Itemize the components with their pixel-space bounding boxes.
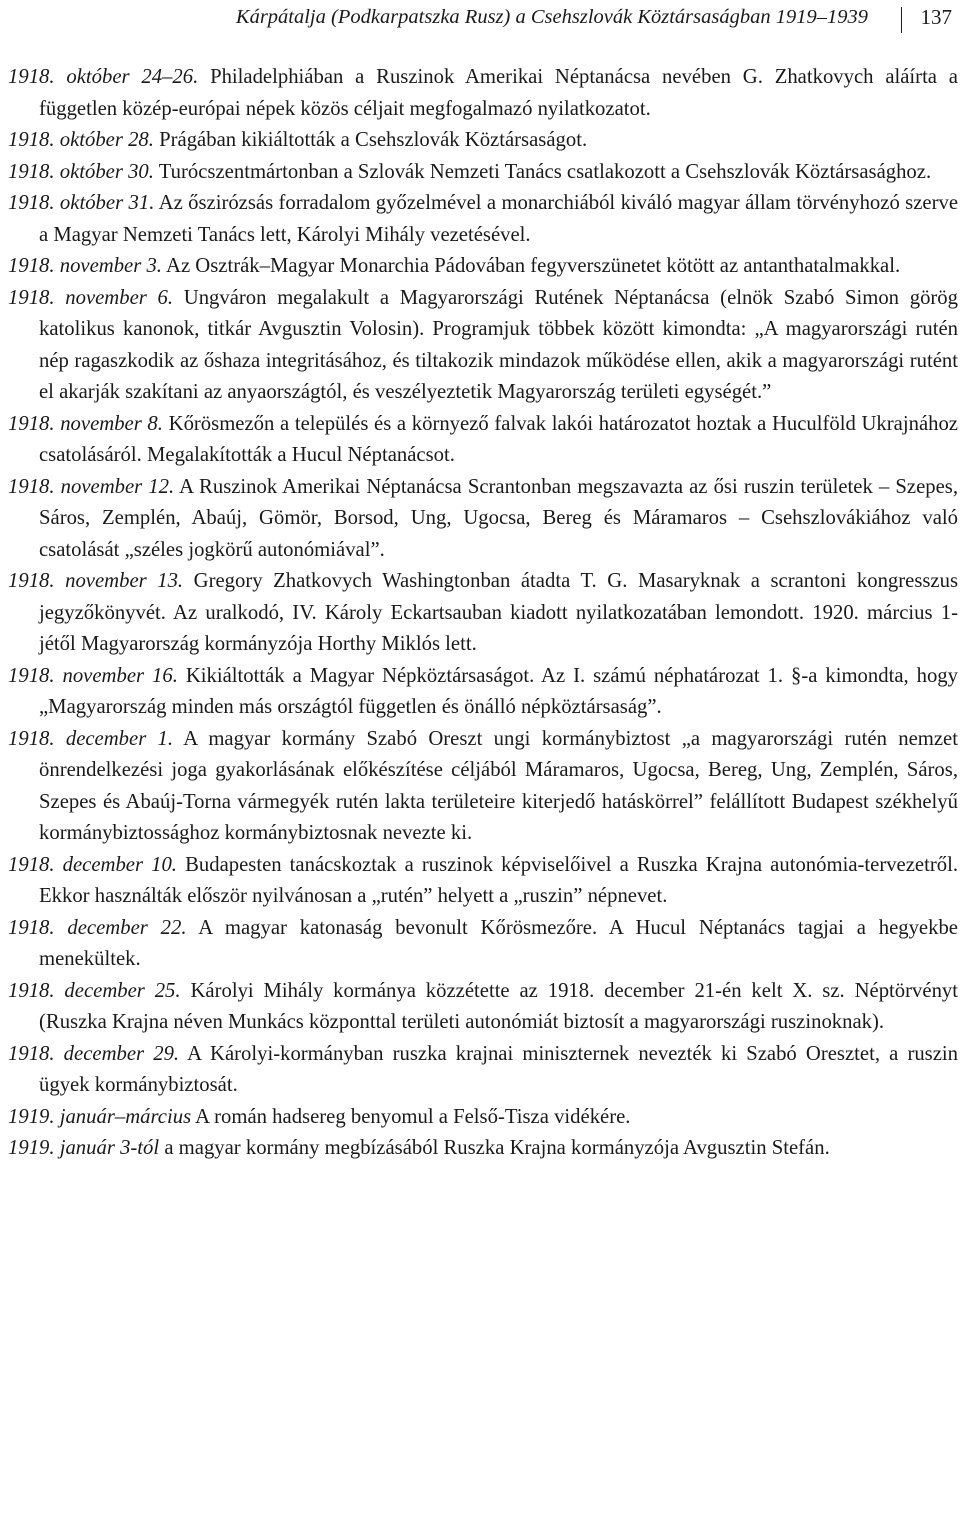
chronology-entry [8, 566, 959, 661]
chronology-entry [8, 1133, 958, 1165]
entry-text: A román hadsereg benyomul a Felső-Tisza vidékére. [195, 1105, 631, 1128]
entry-date: 1918. október 28. [8, 129, 154, 151]
entry-text: A magyar katonaság bevonult Kőrösmezőre. A Hucul Néptanács tagjai a hegyekbe menekültek. [39, 916, 958, 970]
chronology-entry [8, 913, 958, 976]
chronology-entry [8, 125, 958, 157]
chronology-entry [8, 157, 958, 189]
chronology-entry [8, 283, 958, 409]
entry-text: Philadelphiában a Ruszinok Amerikai Néptanácsa nevében G. Zhatkovych aláírta a független közép-európai népek közös céljait megfogalmazó nyilatkozatot. [39, 66, 958, 120]
entry-date: 1918. október 30. [8, 160, 154, 183]
entry-text: Gregory Zhatkovych Washingtonban átadta T. G. Masaryknak a scrantoni kongresszus jegyzőkönyvét. Az uralkodó, IV. Károly Eckartsauban kiadott nyilatkozatában lemondott. 1920. március 1-jétől Magyarország kormányzója Horthy Miklós lett. [39, 570, 959, 655]
chronology-entry [8, 62, 958, 125]
entry-date: 1918. december 25. [8, 979, 181, 1002]
entry-text: A magyar kormány Szabó Oreszt ungi kormánybiztost „a magyarországi rutén nemzet önrendelkezési joga gyakorlásának előkészítése céljából Máramaros, Ugocsa, Bereg, Ung, Zemplén, Sáros, Szepes és Abaúj-Torna vármegyék rutén lakta területeire kiterjedő hatáskörrel” felállított Budapest székhelyű kormánybiztossághoz kormánybiztosnak nevezte ki. [39, 727, 958, 844]
chronology-entry [8, 850, 958, 913]
entry-date: 1919. január 3-tól [8, 1137, 160, 1159]
header-divider [901, 7, 902, 33]
entry-date: 1918. december 22. [8, 916, 187, 939]
entry-text: Turócszentmártonban a Szlovák Nemzeti Tanács csatlakozott a Csehszlovák Köztársasághoz. [158, 160, 932, 183]
entry-text: A Károlyi-kormányban ruszka krajnai miniszternek nevezték ki Szabó Oresztet, a ruszin ügyek kormánybiztosát. [39, 1042, 958, 1096]
chronology-entry [8, 1039, 958, 1102]
entry-date: 1918. november 12. [8, 475, 175, 498]
entry-date: 1918. november 8. [8, 412, 163, 435]
entry-text: a magyar kormány megbízásából Ruszka Krajna kormányzója Avgusztin Stefán. [164, 1137, 830, 1159]
entry-text: Ungváron megalakult a Magyarországi Rutének Néptanácsa (elnök Szabó Simon görög katolikus kanonok, titkár Avgusztin Volosin). Programjuk többek között kimondta: „A magyarországi rutén nép ragaszkodik az őshaza integritásához, és tiltakozik mindazok működése ellen, akik a magyarországi rutént el akarják szakítani az anyaországtól, és veszélyeztetik Magyarország területi egységét.” [39, 286, 958, 403]
entry-text: Károlyi Mihály kormánya közzétette az 1918. december 21-én kelt X. sz. Néptörvényt (Ruszka Krajna néven Munkács központtal területi autonómiát biztosít a magyarországi ruszinoknak). [39, 979, 958, 1033]
entry-date: 1918. december 1. [8, 727, 174, 750]
chronology [0, 62, 960, 1165]
chronology-entry [8, 251, 958, 283]
entry-text: Budapesten tanácskoztak a ruszinok képviselőivel a Ruszka Krajna autonómia-tervezetről. Ekkor használták először nyilvánosan a „rutén” helyett a „ruszin” népnevet. [39, 853, 958, 907]
chronology-entry [8, 409, 958, 472]
entry-text: Prágában kikiáltották a Csehszlovák Köztársaságot. [159, 129, 588, 151]
entry-date: 1918. november 6. [8, 286, 174, 309]
entry-text: Az őszirózsás forradalom győzelmével a monarchiából kiváló magyar állam törvényhozó szerve a Magyar Nemzeti Tanács lett, Károlyi Mihály vezetésével. [39, 192, 959, 246]
entry-text: Kikiáltották a Magyar Népköztársaságot. Az I. számú néphatározat 1. §-a kimondta, hogy „Magyarország minden más országtól független és önálló népköztársaság”. [39, 664, 958, 718]
chronology-entry [8, 188, 959, 251]
entry-date: 1918. november 13. [8, 570, 184, 592]
entry-date: 1918. december 10. [8, 853, 177, 876]
chronology-entry [8, 472, 958, 567]
page-number: 137 [920, 5, 952, 29]
entry-text: Kőrösmezőn a település és a környező falvak lakói határozatot hoztak a Huculföld Ukrajnához csatolásáról. Megalakították a Hucul Néptanácsot. [39, 412, 958, 466]
running-header [0, 4, 960, 30]
entry-date: 1918. október 31. [8, 192, 155, 214]
chronology-entry [8, 724, 958, 850]
entry-date: 1919. január–március [8, 1105, 192, 1128]
entry-text: Az Osztrák–Magyar Monarchia Pádovában fegyverszünetet kötött az antanthatalmakkal. [166, 255, 901, 277]
entry-date: 1918. október 24–26. [8, 66, 199, 88]
entry-text: A Ruszinok Amerikai Néptanácsa Scrantonban megszavazta az ősi ruszin területek – Szepes, Sáros, Zemplén, Abaúj, Gömör, Borsod, Ung, Ugocsa, Bereg és Máramaros – Csehszlovákiához való csatolását „széles jogkörű autonómiával”. [39, 475, 958, 561]
entry-date: 1918. november 16. [8, 664, 178, 687]
entry-date: 1918. december 29. [8, 1042, 180, 1065]
chronology-entry [8, 976, 958, 1039]
entry-date: 1918. november 3. [8, 255, 162, 277]
chronology-entry [8, 1102, 958, 1134]
chronology-entry [8, 661, 958, 724]
running-title: Kárpátalja (Podkarpatszka Rusz) a Csehszlovák Köztársaságban 1919–1939 [235, 6, 868, 28]
